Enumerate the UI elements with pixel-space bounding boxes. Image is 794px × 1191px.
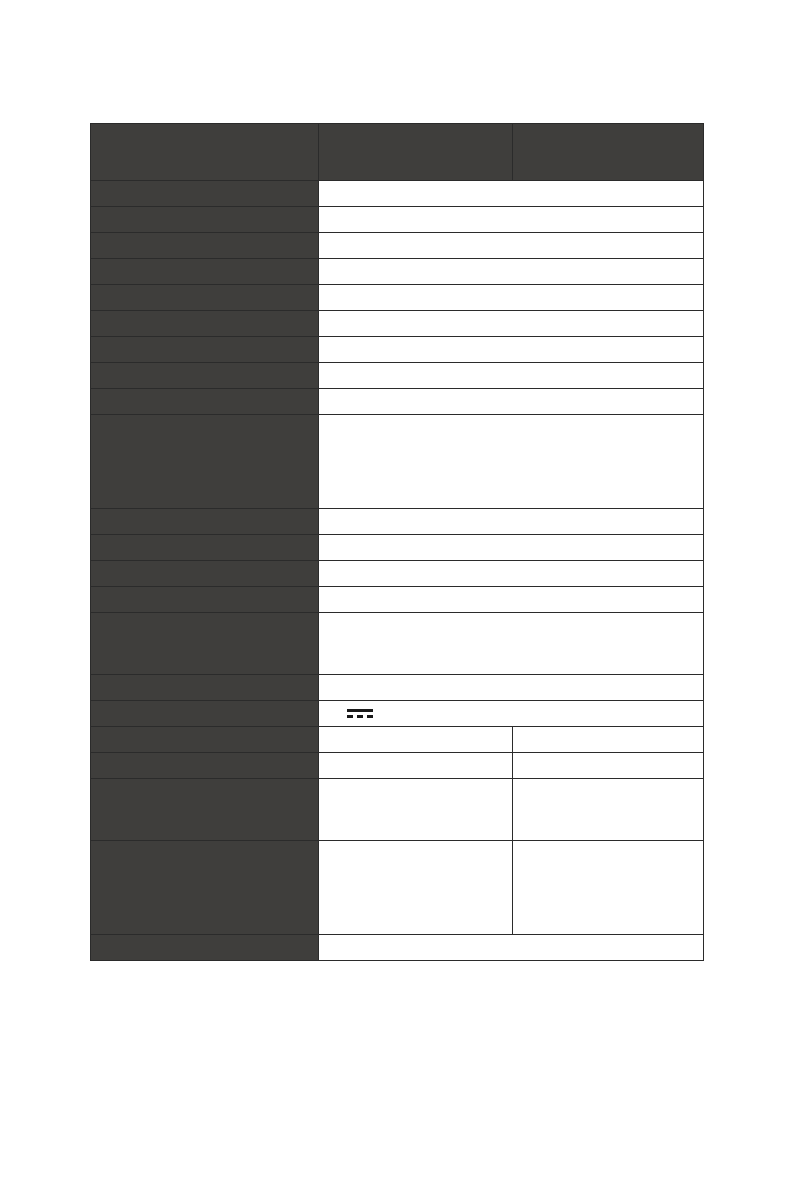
table-row	[91, 233, 704, 259]
table-row-dc-power	[91, 701, 704, 727]
table-row	[91, 285, 704, 311]
table-row	[91, 779, 704, 841]
header-cell-2	[319, 124, 513, 181]
row-label	[91, 841, 319, 935]
table-row	[91, 587, 704, 613]
row-value	[319, 181, 704, 207]
row-value-mid-struck	[319, 779, 513, 841]
row-value	[319, 613, 704, 675]
row-label	[91, 561, 319, 587]
row-value-right	[513, 753, 704, 779]
table-row	[91, 753, 704, 779]
row-label	[91, 727, 319, 753]
row-value-mid-struck	[319, 753, 513, 779]
header-cell-1	[91, 124, 319, 181]
row-label	[91, 207, 319, 233]
row-label	[91, 259, 319, 285]
row-label	[91, 285, 319, 311]
row-label	[91, 337, 319, 363]
row-label	[91, 935, 319, 961]
row-label	[91, 675, 319, 701]
row-value	[319, 389, 704, 415]
table-row	[91, 259, 704, 285]
dc-power-icon	[347, 707, 373, 720]
row-value	[319, 701, 704, 727]
header-cell-3	[513, 124, 704, 181]
table-row	[91, 363, 704, 389]
row-label	[91, 389, 319, 415]
table-row	[91, 415, 704, 509]
row-value	[319, 285, 704, 311]
table-row	[91, 509, 704, 535]
row-value	[319, 935, 704, 961]
table-row	[91, 841, 704, 935]
row-label	[91, 613, 319, 675]
table-row	[91, 389, 704, 415]
row-value-mid-struck	[319, 841, 513, 935]
row-label	[91, 233, 319, 259]
table-row	[91, 311, 704, 337]
row-value	[319, 259, 704, 285]
table-header-row	[91, 124, 704, 181]
row-value	[319, 587, 704, 613]
row-label	[91, 415, 319, 509]
table-row	[91, 337, 704, 363]
table-row	[91, 561, 704, 587]
row-label	[91, 779, 319, 841]
row-label	[91, 753, 319, 779]
row-value-mid	[319, 727, 513, 753]
row-label	[91, 701, 319, 727]
table-row	[91, 207, 704, 233]
table-row	[91, 535, 704, 561]
row-value	[319, 561, 704, 587]
row-value-right	[513, 841, 704, 935]
table-row	[91, 675, 704, 701]
row-value	[319, 337, 704, 363]
row-value	[319, 509, 704, 535]
row-label	[91, 587, 319, 613]
row-value-right	[513, 779, 704, 841]
row-value	[319, 415, 704, 509]
table-row	[91, 613, 704, 675]
table-row	[91, 727, 704, 753]
row-value	[319, 535, 704, 561]
specification-table	[90, 123, 704, 961]
table-row	[91, 181, 704, 207]
row-label	[91, 363, 319, 389]
row-value	[319, 207, 704, 233]
row-label	[91, 181, 319, 207]
row-label	[91, 509, 319, 535]
row-label	[91, 311, 319, 337]
row-value	[319, 363, 704, 389]
row-value	[319, 311, 704, 337]
row-value-right	[513, 727, 704, 753]
row-label	[91, 535, 319, 561]
row-value	[319, 675, 704, 701]
row-value	[319, 233, 704, 259]
table-row	[91, 935, 704, 961]
